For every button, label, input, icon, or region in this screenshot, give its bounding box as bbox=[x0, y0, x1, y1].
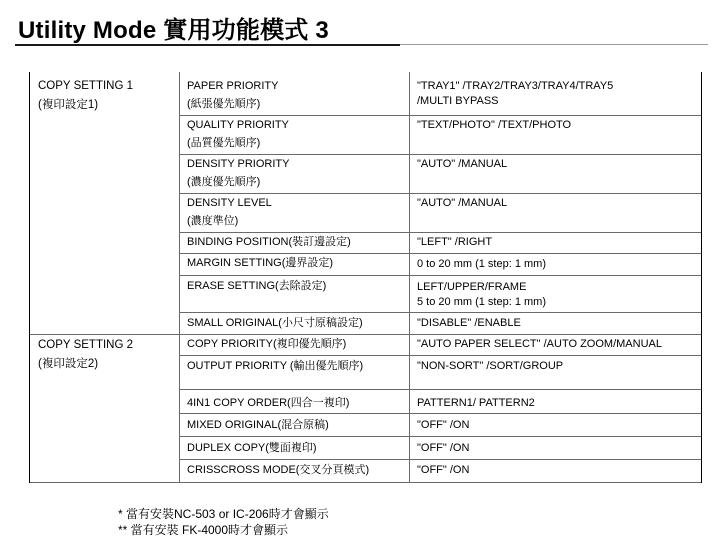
setting-name: COPY PRIORITY(複印優先順序) bbox=[187, 338, 347, 350]
page-title: Utility Mode 實用功能模式 3 bbox=[18, 17, 329, 44]
title-divider-light bbox=[400, 44, 708, 45]
row-divider bbox=[179, 154, 701, 155]
title-divider bbox=[15, 44, 400, 46]
footnote: * 當有安裝NC-503 or IC-206時才會顯示 bbox=[118, 507, 329, 521]
setting-name: MARGIN SETTING(邊界設定) bbox=[187, 257, 334, 269]
setting-value: "AUTO PAPER SELECT" /AUTO ZOOM/MANUAL bbox=[417, 338, 662, 350]
setting-value bbox=[417, 280, 546, 310]
column-divider bbox=[179, 72, 180, 483]
setting-name: 4IN1 COPY ORDER(四合一複印) bbox=[187, 397, 350, 409]
setting-value: "OFF" /ON bbox=[417, 442, 470, 454]
setting-name: MIXED ORIGINAL(混合原稿) bbox=[187, 419, 329, 431]
row-divider bbox=[179, 459, 701, 460]
setting-value: "OFF" /ON bbox=[417, 464, 470, 476]
setting-value: "DISABLE" /ENABLE bbox=[417, 317, 521, 329]
setting-name: ERASE SETTING(去除設定) bbox=[187, 280, 327, 292]
setting-value bbox=[417, 79, 613, 109]
row-divider bbox=[179, 232, 701, 233]
section-name-sub: (複印設定2) bbox=[38, 358, 99, 370]
row-divider bbox=[179, 436, 701, 437]
row-divider bbox=[179, 389, 701, 390]
setting-name: OUTPUT PRIORITY (輸出優先順序) bbox=[187, 360, 364, 372]
setting-label-sub: (品質優先順序) bbox=[187, 137, 261, 149]
setting-value: "AUTO" /MANUAL bbox=[417, 158, 508, 170]
row-divider bbox=[179, 312, 701, 313]
row-divider bbox=[179, 355, 701, 356]
table-bottom-border bbox=[30, 482, 701, 483]
footnote: ** 當有安裝 FK-4000時才會顯示 bbox=[118, 523, 289, 537]
setting-value: "LEFT" /RIGHT bbox=[417, 236, 493, 248]
setting-label: DENSITY LEVEL bbox=[187, 197, 272, 209]
settings-table bbox=[29, 72, 702, 483]
row-divider bbox=[179, 193, 701, 194]
row-divider bbox=[179, 115, 701, 116]
setting-name: SMALL ORIGINAL(小尺寸原稿設定) bbox=[187, 317, 363, 329]
setting-name: BINDING POSITION(裝訂邊設定) bbox=[187, 236, 351, 248]
section-label bbox=[38, 77, 133, 115]
row-divider bbox=[179, 413, 701, 414]
column-divider bbox=[409, 72, 410, 483]
setting-label-sub: (紙張優先順序) bbox=[187, 98, 261, 110]
section-label bbox=[38, 336, 133, 374]
setting-name bbox=[187, 79, 278, 112]
setting-label-sub: (濃度優先順序) bbox=[187, 176, 261, 188]
setting-value: "OFF" /ON bbox=[417, 419, 470, 431]
setting-value-text: "TRAY1" /TRAY2/TRAY3/TRAY4/TRAY5 bbox=[417, 80, 614, 92]
setting-value: "NON-SORT" /SORT/GROUP bbox=[417, 360, 564, 372]
setting-name bbox=[187, 196, 272, 229]
setting-label: QUALITY PRIORITY bbox=[187, 119, 289, 131]
section-name: COPY SETTING 2 bbox=[38, 339, 134, 351]
setting-value: "AUTO" /MANUAL bbox=[417, 197, 508, 209]
setting-label: PAPER PRIORITY bbox=[187, 80, 279, 92]
setting-value-sub: 5 to 20 mm (1 step: 1 mm) bbox=[417, 296, 546, 308]
setting-name: DUPLEX COPY(雙面複印) bbox=[187, 442, 317, 454]
setting-value-sub: /MULTI BYPASS bbox=[417, 95, 499, 107]
setting-label: DENSITY PRIORITY bbox=[187, 158, 290, 170]
row-divider bbox=[179, 253, 701, 254]
row-divider bbox=[179, 275, 701, 276]
section-divider bbox=[30, 334, 701, 335]
setting-value: 0 to 20 mm (1 step: 1 mm) bbox=[417, 258, 546, 270]
setting-value-text: LEFT/UPPER/FRAME bbox=[417, 281, 527, 293]
setting-value: "TEXT/PHOTO" /TEXT/PHOTO bbox=[417, 119, 572, 131]
setting-label-sub: (濃度準位) bbox=[187, 215, 239, 227]
setting-name bbox=[187, 118, 289, 151]
setting-name: CRISSCROSS MODE(交叉分頁模式) bbox=[187, 464, 370, 476]
setting-value: PATTERN1/ PATTERN2 bbox=[417, 397, 535, 409]
setting-name bbox=[187, 157, 289, 190]
section-name-sub: (複印設定1) bbox=[38, 99, 99, 111]
section-name: COPY SETTING 1 bbox=[38, 80, 134, 92]
